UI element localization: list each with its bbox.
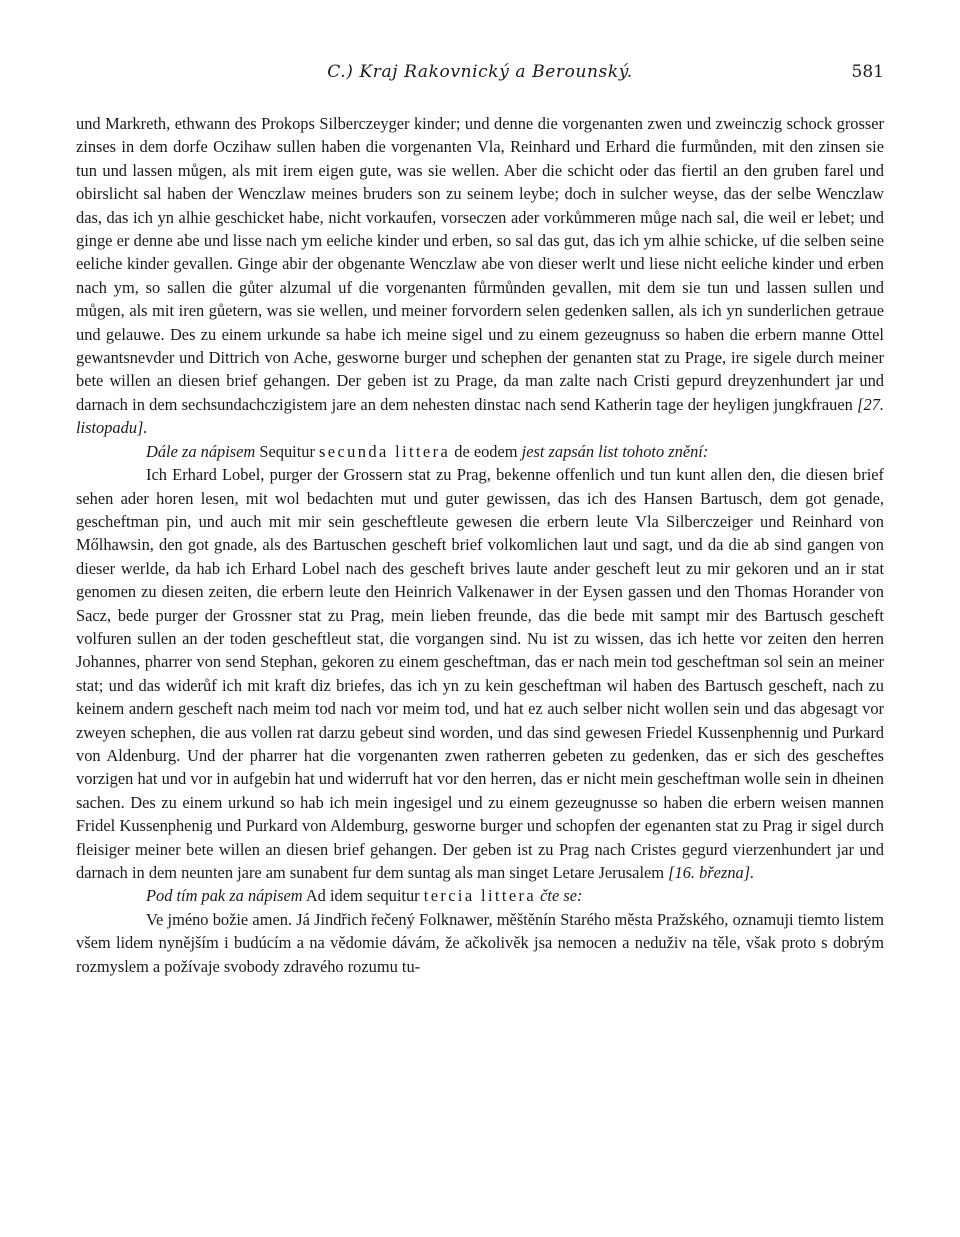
paragraph-text: Ve jméno božie amen. Já Jindřich řečený Folknawer, měštěnín Starého města Pražského, oznamuji tiemto listem všem lidem nynějším i budúcím a na vědomie dávám, že ačkolivěk jsa nemocen a neduživ na těle, však proto s dobrým rozmyslem a požívaje svobody zdravého rozumu tu- (76, 909, 884, 976)
heading-intro: Dále za nápisem (146, 441, 256, 461)
heading-latin: Ad idem sequitur (305, 886, 420, 906)
page-number: 581 (851, 62, 884, 82)
document-page (76, 58, 884, 978)
section-heading-second-letter (76, 440, 884, 463)
running-title: C.) Kraj Rakovnický a Berounský. (327, 62, 633, 82)
paragraph-lobel-letter (76, 463, 884, 884)
date-note: [16. března]. (668, 863, 755, 882)
page-header (76, 58, 884, 92)
date-note: [27. listopadu]. (76, 394, 884, 438)
body-text (76, 112, 884, 978)
section-heading-third-letter (76, 884, 884, 907)
paragraph-text: Ich Erhard Lobel, purger der Grossern stat zu Prag, bekenne offenlich und tun kunt allen den, die diesen brief sehen ader horen lesen, mit wol bedachten mut und guter gewissen, das ich des Hansen Bartusch, dem got genade, gescheftman pin, und auch mit mir sein gescheftleute gewesen die erbern leute Vla Silberczeiger und Reinhard von Mőlhawsin, den got gnade, als des Bartuschen gescheft brief volkomlichen laut und sagt, und da die ab sind gangen von dieser werlde, da hab ich Erhard Lobel nach des gescheft brives laute ander gescheft leut zu mir gekoren und an ir stat genomen zu diesen zeiten, die erbern leute den Heinrich Valkenawer in der Eysen gassen und den Thomas Horander von Sacz, bede purger der Grossner stat zu Prag, mein lieben freunde, das die bede mit sampt mir des Bartusch gescheft volfuren sullen an der toden gescheftleut stat, die vorgangen sind. Nu ist zu wissen, das ich hette vor zeiten den herren Johannes, pharrer von send Stephan, gekoren zu einem gescheftman, das er nach mein tod gescheftman sol sein an meiner stat; und das widerůf ich mit kraft diz briefes, das ich yn zu kein gescheftman wil haben des Bartusch gescheft, nach zu keinem andern gescheft nach meim tod nach vor meim tod, und hat ez auch selber nicht wollen sein und das abgesagt vor zweyen schephen, die aus vollen rat darzu gebeut sind worden, und das sind gewesen Friedel Kussenphennig und Purkard von Aldenburg. Und der pharrer hat die vorgenanten zwen ratherren gebeten zu gedenken, das er sich des gescheftes vorzigen hat und vor in aufgebin hat und widerruft hat vor den herren, das er nicht mein gescheftman wolle sein in dheinen sachen. Des zu einem urkund so hab ich mein ingesigel und zu einem gezeugnusse so haben die erbern weisen mannen Fridel Kussenphenig und Purkard von Aldemburg, gesworne burger und schopfen der egenanten stat zu Prag ir sigel durch fleisiger meiner bete willen an diesen brief gehangen. Der geben ist zu Prag nach Cristes gegurd vierzenhundert jar und darnach in dem neunten jare am sunabent fur dem suntag als man singet Letare Jerusalem (76, 465, 884, 882)
heading-intro: Pod tím pak za nápisem (146, 886, 303, 906)
paragraph-folknawer-letter (76, 908, 884, 978)
heading-end: jest zapsán list tohoto znění: (521, 441, 709, 461)
heading-latin-spaced: tercia littera (423, 886, 537, 906)
heading-end: čte se: (540, 886, 583, 906)
heading-latin: Sequitur (259, 441, 315, 461)
heading-latin-spaced: secunda littera (319, 441, 451, 461)
paragraph-will-continuation (76, 112, 884, 440)
paragraph-text: und Markreth, ethwann des Prokops Silberczeyger kinder; und denne die vorgenanten zwen und zweinczig schock grosser zinses in dem dorfe Oczihaw sullen haben die vorgenanten Vla, Reinhard und Erhard die furmůnden, mit den zinsen sie tun und lassen můgen, als mit irem eigen gute, was sie wellen. Aber die schicht oder das fiertil an den gruben farel und obirslicht sal haben der Wenczlaw meines bruders son zu seinem leybe; doch in sulcher weyse, das der selbe Wenczlaw das, das ich yn alhie geschicket habe, nicht vorkaufen, vorseczen ader vorkůmmeren můge nach sal, die weil er lebet; und ginge er denne abe und lisse nach ym eeliche kinder und erben, so sal das gut, das ich ym alhie schicke, uf die selben seine eeliche kinder gevallen. Ginge abir der obgenante Wenczlaw abe von dieser werlt und liese nicht eeliche kinder und erben nach ym, so sallen die gůter alzumal uf die vorgenanten fůrmůnden gevallen, mit dem sie tun und lassen sullen und můgen, als mit iren gůetern, was sie wellen, und meiner forvordern selen gedenken sallen, als ich yn sunderlichen getraue und gelauwe. Des zu einem urkunde sa habe ich meine sigel und zu einem gezeugnuss so haben die erbern manne Ottel gewantsnevder und Dittrich von Ache, gesworne burger und schephen der genanten stat zu Prage, ire sigele durch meiner bete willen an diesen brief gehangen. Der geben ist zu Prage, da man zalte nach Cristi gepurd dreyzenhundert jar und darnach in dem sechsundachczigistem jare an dem nehesten dinstac nach send Katherin tage der heyligen jungkfrauen (76, 114, 884, 414)
heading-latin-post: de eodem (454, 441, 518, 461)
